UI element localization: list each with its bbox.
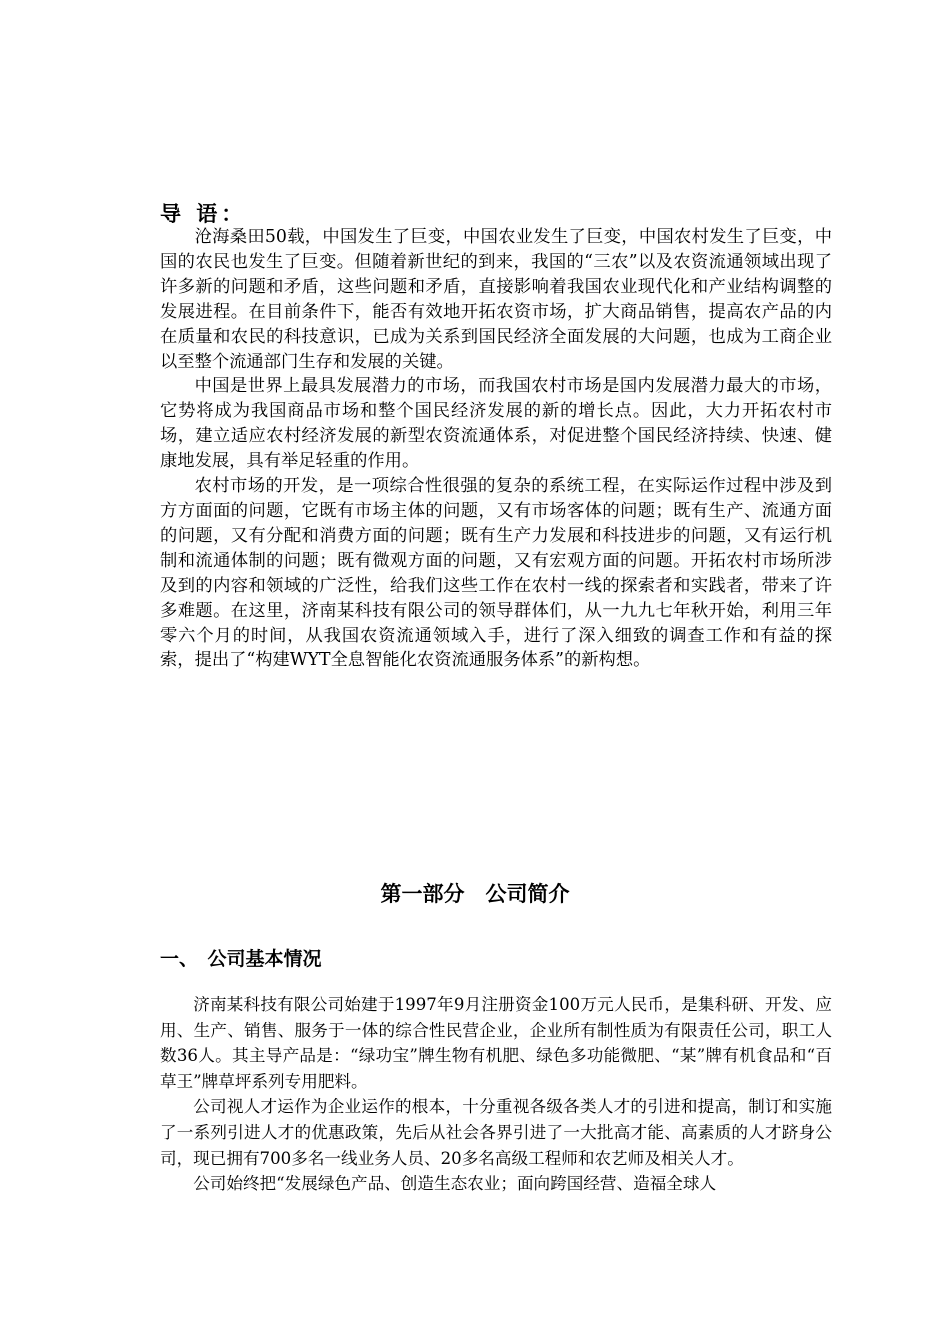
part-title: 第一部分 公司简介 <box>380 882 570 906</box>
section-paragraph: 济南某科技有限公司始建于1997年9月注册资金100万元人民币，是集科研、开发、应用、生产、销售、服务于一体的综合性民营企业，企业所有制性质为有限责任公司，职工人数36人。其主导产品是：“绿功宝”牌生物有机肥、绿色多功能微肥、“某”牌有机食品和“百草王”牌草坪系列专用肥料。 <box>160 995 832 1091</box>
section-paragraph: 公司视人才运作为企业运作的根本，十分重视各级各类人才的引进和提高，制订和实施了一系列引进人才的优惠政策，先后从社会各界引进了一大批高才能、高素质的人才跻身公司，现已拥有700多名一线业务人员、20多名高级工程师和农艺师及相关人才。 <box>160 1097 832 1168</box>
section-heading: 一、 公司基本情况 <box>160 948 322 970</box>
intro-paragraph: 农村市场的开发，是一项综合性很强的复杂的系统工程，在实际运作过程中涉及到方方面面的问题，它既有市场主体的问题，又有市场客体的问题；既有生产、流通方面的问题，又有分配和消费方面的问题；既有生产力发展和科技进步的问题，又有运行机制和流通体制的问题；既有微观方面的问题，又有宏观方面的问题。开拓农村市场所涉及到的内容和领域的广泛性，给我们这些工作在农村一线的探索者和实践者，带来了许多难题。在这里，济南某科技有限公司的领导群体们，从一九九七年秋开始，利用三年零六个月的时间，从我国农资流通领域入手，进行了深入细致的调查工作和有益的探索，提出了“构建WYT全息智能化农资流通服务体系”的新构想。 <box>160 476 832 671</box>
section-body <box>160 992 832 1197</box>
intro-paragraph: 沧海桑田50载，中国发生了巨变，中国农业发生了巨变，中国农村发生了巨变，中国的农民也发生了巨变。但随着新世纪的到来，我国的“三农”以及农资流通领域出现了许多新的问题和矛盾，这些问题和矛盾，直接影响着我国农业现代化和产业结构调整的发展进程。在目前条件下，能否有效地开拓农资市场，扩大商品销售，提高农产品的内在质量和农民的科技意识，已成为关系到国民经济全面发展的大问题，也成为工商企业以至整个流通部门生存和发展的关键。 <box>160 227 832 372</box>
intro-heading: 导 语： <box>160 202 247 226</box>
section-paragraph: 公司始终把“发展绿色产品、创造生态农业；面向跨国经营、造福全球人 <box>193 1174 717 1194</box>
intro-body <box>160 225 832 673</box>
intro-paragraph: 中国是世界上最具发展潜力的市场，而我国农村市场是国内发展潜力最大的市场，它势将成为我国商品市场和整个国民经济发展的新的增长点。因此，大力开拓农村市场，建立适应农村经济发展的新型农资流通体系，对促进整个国民经济持续、快速、健康地发展，具有举足轻重的作用。 <box>160 376 832 472</box>
